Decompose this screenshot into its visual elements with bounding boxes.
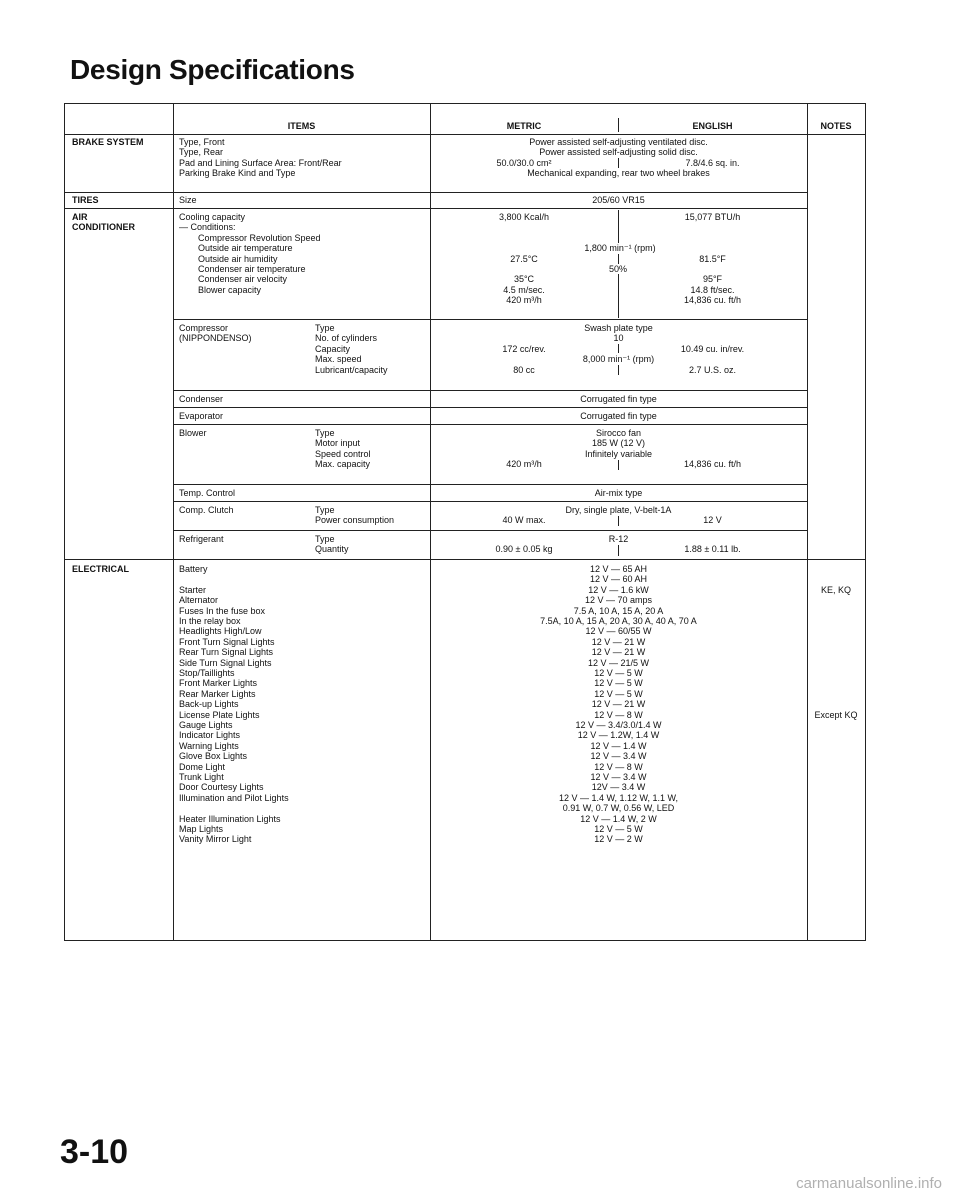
watermark: carmanualsonline.info <box>796 1175 942 1192</box>
item-label: Vanity Mirror Light <box>179 834 252 845</box>
note: KE, KQ <box>820 585 851 595</box>
spec-value: 12 V — 2 W <box>594 834 643 845</box>
spec-value-metric: 0.90 ± 0.05 kg <box>495 544 553 555</box>
spec-value: 12 V — 60 AH <box>589 574 648 585</box>
spec-value-english: 10.49 cu. in/rev. <box>680 343 745 354</box>
row-divider <box>173 390 807 391</box>
column-divider <box>173 104 174 940</box>
metric-english-divider <box>618 158 619 168</box>
spec-value: 10 <box>613 333 624 344</box>
spec-value: 1,800 min⁻¹ (rpm) <box>565 243 675 253</box>
spec-value-metric: 27.5°C <box>510 253 538 264</box>
row-divider <box>173 501 807 502</box>
header-notes: NOTES <box>820 121 852 131</box>
item-label: Warning Lights <box>179 740 239 751</box>
item-label: Capacity <box>315 343 351 354</box>
spec-value: 12 V — 65 AH <box>589 564 648 574</box>
spec-value: 12 V — 21 W <box>591 699 646 710</box>
spec-value: 12 V — 3.4 W <box>590 772 647 782</box>
item-label: Map Lights <box>179 824 224 834</box>
spec-value: 185 W (12 V) <box>591 438 646 449</box>
item-label: Illumination and Pilot Lights <box>179 792 289 803</box>
spec-value: Power assisted self-adjusting solid disc. <box>539 147 698 158</box>
item-label: Blower capacity <box>198 284 262 295</box>
spec-value: Corrugated fin type <box>580 394 657 404</box>
spec-value: R-12 <box>608 534 629 544</box>
item-label: Back-up Lights <box>179 699 239 710</box>
spec-value-metric: 80 cc <box>513 364 535 375</box>
spec-value: 12 V — 21/5 W <box>587 657 650 668</box>
metric-english-divider <box>618 118 619 132</box>
spec-value: 12 V — 1.4 W, 1.12 W, 1.1 W, <box>558 792 679 803</box>
item-label: Fuses In the fuse box <box>179 605 266 616</box>
spec-value: 12V — 3.4 W <box>591 782 646 793</box>
section-air-conditioner: CONDITIONER <box>72 222 135 233</box>
row-divider <box>65 192 807 193</box>
spec-value-english: 14.8 ft/sec. <box>690 284 735 295</box>
row-divider <box>65 208 807 209</box>
header-metric: METRIC <box>506 121 542 131</box>
item-label: Battery <box>179 564 208 574</box>
page-number: 3-10 <box>60 1133 129 1171</box>
spec-value: 12 V — 5 W <box>594 688 643 699</box>
specifications-table <box>64 103 866 941</box>
spec-value: 12 V — 8 W <box>594 709 643 720</box>
item-label: Rear Marker Lights <box>179 688 256 699</box>
header-english: ENGLISH <box>692 121 733 131</box>
row-divider <box>173 407 807 408</box>
item-label: Front Turn Signal Lights <box>179 636 275 647</box>
spec-value: 12 V — 1.4 W, 2 W <box>580 813 657 824</box>
item-label: Condenser air temperature <box>198 264 306 274</box>
item-label: Comp. Clutch <box>179 505 234 515</box>
item-label: Speed control <box>315 448 371 459</box>
spec-value-metric: 3,800 Kcal/h <box>498 212 550 222</box>
spec-value-english: 2.7 U.S. oz. <box>688 364 737 375</box>
row-divider <box>65 559 865 560</box>
item-label: Refrigerant <box>179 534 224 544</box>
spec-value-metric: 35°C <box>513 274 535 285</box>
spec-value: 50% <box>603 264 633 274</box>
spec-value: Air-mix type <box>594 488 643 498</box>
item-label: Compressor Revolution Speed <box>198 232 321 243</box>
spec-value: 12 V — 70 amps <box>584 595 653 606</box>
spec-value: 12 V — 5 W <box>594 678 643 689</box>
row-divider <box>173 319 807 320</box>
spec-value: 12 V — 8 W <box>594 761 643 772</box>
spec-value-metric: 4.5 m/sec. <box>503 284 545 295</box>
spec-value: 12 V — 21 W <box>591 636 646 647</box>
spec-value: 205/60 VR15 <box>592 195 645 205</box>
item-label: Front Marker Lights <box>179 678 258 689</box>
spec-value-english: 12 V <box>703 515 722 526</box>
item-label: Quantity <box>315 544 349 555</box>
spec-value: 12 V — 1.4 W <box>590 740 647 751</box>
spec-value-english: 14,836 cu. ft/h <box>683 295 742 306</box>
spec-value: Corrugated fin type <box>580 411 657 421</box>
item-label: Type <box>315 534 335 544</box>
section-air-conditioner: AIR <box>72 212 88 222</box>
spec-value: 12 V — 3.4 W <box>590 751 647 762</box>
spec-value-english: 95°F <box>702 274 723 285</box>
item-label: Dome Light <box>179 761 226 772</box>
item-label: Lubricant/capacity <box>315 364 388 375</box>
item-label: Temp. Control <box>179 488 236 498</box>
item-label: No. of cylinders <box>315 333 378 344</box>
spec-value: 12 V — 21 W <box>591 647 646 658</box>
item-label: Door Courtesy Lights <box>179 782 264 793</box>
item-label: Type, Front <box>179 137 225 147</box>
item-label: Power consumption <box>315 515 395 526</box>
page-title: Design Specifications <box>70 54 355 85</box>
item-label: Starter <box>179 584 207 595</box>
spec-value-metric: 420 m³/h <box>506 295 542 306</box>
spec-value: 7.5 A, 10 A, 15 A, 20 A <box>573 605 664 616</box>
spec-value-metric: 50.0/30.0 cm² <box>496 157 552 168</box>
item-label: Side Turn Signal Lights <box>179 657 272 668</box>
spec-value: Infinitely variable <box>584 448 653 459</box>
spec-value: 7.5A, 10 A, 15 A, 20 A, 30 A, 40 A, 70 A <box>540 616 697 626</box>
item-label: Cooling capacity <box>179 212 246 222</box>
spec-value-metric: 40 W max. <box>502 515 546 526</box>
spec-value-english: 81.5°F <box>699 253 726 264</box>
spec-value-english: 7.8/4.6 sq. in. <box>685 157 740 168</box>
item-label: Motor input <box>315 438 361 449</box>
item-label: Stop/Taillights <box>179 668 235 678</box>
item-label: Size <box>179 195 197 205</box>
section-electrical: ELECTRICAL <box>72 564 129 574</box>
item-label: Blower <box>179 428 207 438</box>
item-label: Type, Rear <box>179 147 224 158</box>
spec-value: 8,000 min⁻¹ (rpm) <box>582 354 655 365</box>
spec-value: Dry, single plate, V-belt-1A <box>565 505 672 515</box>
spec-value: Power assisted self-adjusting ventilated disc. <box>529 137 708 147</box>
spec-value: Sirocco fan <box>595 428 642 438</box>
item-label: Gauge Lights <box>179 720 233 730</box>
item-label: Compressor <box>179 323 229 333</box>
item-label: Indicator Lights <box>179 730 241 741</box>
section-tires: TIRES <box>72 195 99 205</box>
section-brake-system: BRAKE SYSTEM <box>72 137 144 147</box>
spec-value-english: 14,836 cu. ft/h <box>683 459 742 470</box>
row-divider <box>173 424 807 425</box>
spec-value: 12 V — 3.4/3.0/1.4 W <box>575 720 662 730</box>
item-label: Parking Brake Kind and Type <box>179 168 296 179</box>
spec-value-english: 15,077 BTU/h <box>684 212 741 222</box>
spec-value-english: 1.88 ± 0.11 lb. <box>684 544 741 555</box>
item-label: (NIPPONDENSO) <box>179 333 252 344</box>
item-label: In the relay box <box>179 616 241 626</box>
item-label: Type <box>315 323 335 333</box>
item-label: Alternator <box>179 595 219 606</box>
item-label: Outside air humidity <box>198 253 278 264</box>
spec-value: 12 V — 5 W <box>594 668 643 678</box>
spec-value: 12 V — 1.6 kW <box>588 584 649 595</box>
item-label: Heater Illumination Lights <box>179 813 281 824</box>
item-label: Headlights High/Low <box>179 626 262 637</box>
item-label: Type <box>315 428 335 438</box>
spec-value: 12 V — 1.2W, 1.4 W <box>577 730 660 741</box>
spec-value: 12 V — 60/55 W <box>585 626 652 637</box>
item-label: Evaporator <box>179 411 224 421</box>
item-label: Rear Turn Signal Lights <box>179 647 274 658</box>
item-label: — Conditions: <box>179 222 236 233</box>
row-divider <box>65 134 865 135</box>
spec-value-metric: 420 m³/h <box>506 459 542 470</box>
note: Except KQ <box>814 710 858 720</box>
row-divider <box>173 484 807 485</box>
column-divider <box>807 104 808 940</box>
item-label: Trunk Light <box>179 772 224 782</box>
spec-value: 0.91 W, 0.7 W, 0.56 W, LED <box>562 803 675 814</box>
spec-value: Mechanical expanding, rear two wheel brakes <box>527 168 710 179</box>
item-label: Condenser <box>179 394 224 404</box>
header-items: ITEMS <box>287 121 316 131</box>
spec-value-metric: 172 cc/rev. <box>502 343 546 354</box>
item-label: Max. speed <box>315 354 362 365</box>
item-label: Max. capacity <box>315 459 371 470</box>
spec-value: 12 V — 5 W <box>594 824 643 834</box>
item-label: Outside air temperature <box>198 243 293 254</box>
item-label: Pad and Lining Surface Area: Front/Rear <box>179 157 342 168</box>
spec-value: Swash plate type <box>584 323 653 333</box>
item-label: Condenser air velocity <box>198 274 288 285</box>
item-label: Glove Box Lights <box>179 751 248 762</box>
row-divider <box>173 530 807 531</box>
item-label: License Plate Lights <box>179 709 260 720</box>
item-label: Type <box>315 505 335 515</box>
